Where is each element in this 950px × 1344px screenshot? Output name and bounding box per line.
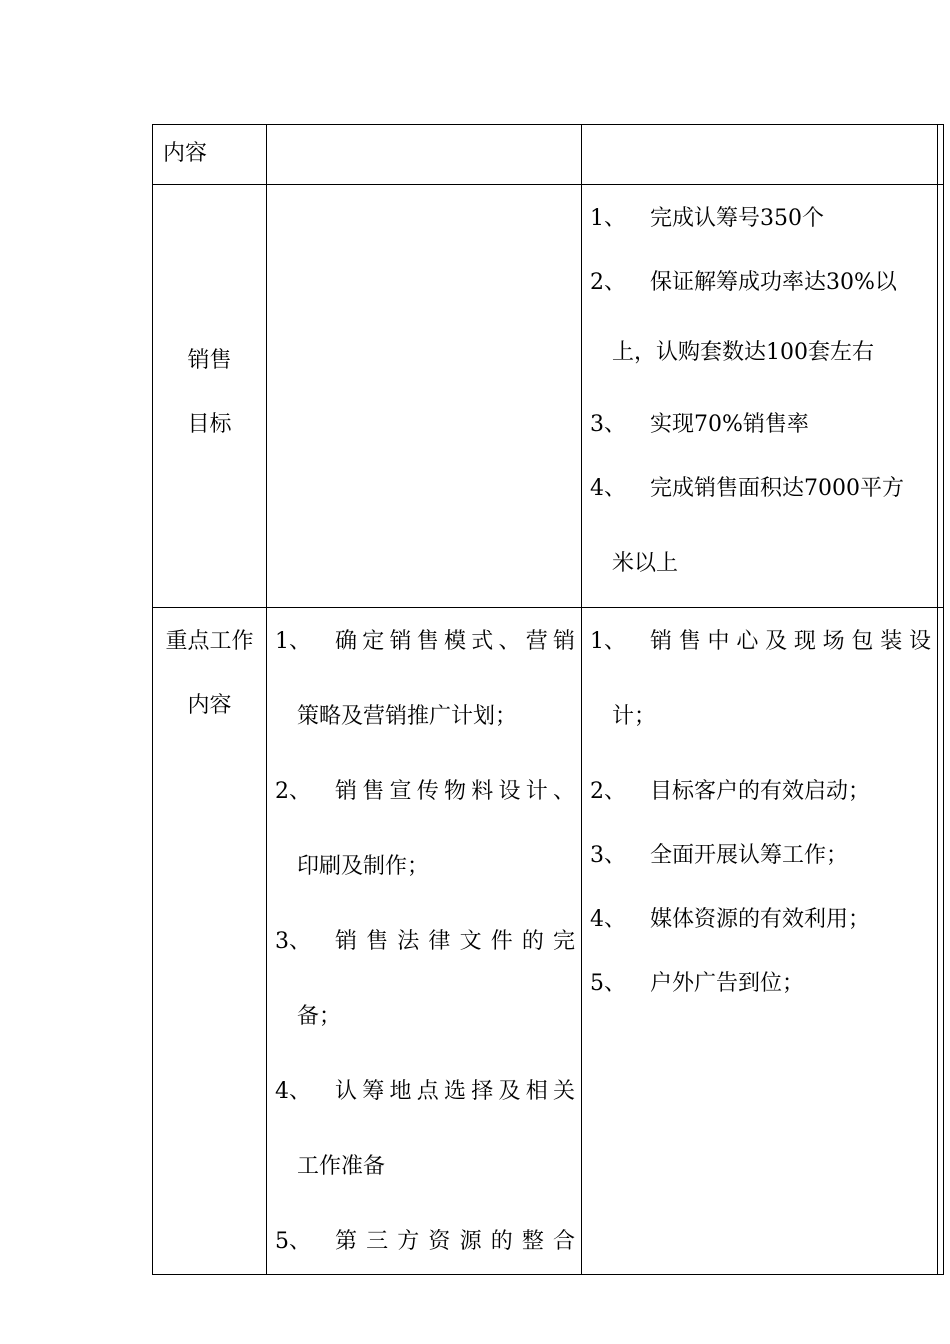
key-work-list-right [582, 608, 937, 1016]
key-work-list-left [267, 608, 581, 1274]
key-work-label [153, 608, 266, 738]
list-item: 4、 认筹地点选择及相关 工作准备 [275, 1079, 575, 1179]
list-item: 3、 全面开展认筹工作； [590, 843, 849, 868]
list-item: 1、 完成认筹号350个 [590, 206, 824, 231]
list-item: 2、 目标客户的有效启动； [590, 779, 871, 804]
key-work-row [153, 608, 944, 1275]
header-cell-content [153, 125, 267, 185]
sales-target-label-cell [153, 185, 267, 608]
key-work-col4 [938, 608, 944, 1275]
key-work-col3 [582, 608, 938, 1275]
sales-target-label [153, 185, 266, 457]
sales-target-list [582, 185, 937, 607]
sales-target-row [153, 185, 944, 608]
list-item: 5、 户外广告到位； [590, 971, 805, 996]
list-item: 3、 实现70%销售率 [590, 412, 809, 437]
list-item: 1、 销售中心及现场包装设 计； [590, 629, 931, 729]
key-work-label-line1: 重点工作 [165, 629, 254, 654]
key-work-label-cell [153, 608, 267, 1275]
header-cell-2 [267, 125, 582, 185]
header-cell-4 [938, 125, 944, 185]
list-item: 4、 媒体资源的有效利用； [590, 907, 871, 932]
header-label: 内容 [163, 141, 208, 166]
list-item: 1、 确定销售模式、营销 策略及营销推广计划； [275, 629, 575, 729]
list-item: 2、 销售宣传物料设计、 印刷及制作； [275, 779, 575, 879]
sales-target-col4 [938, 185, 944, 608]
sales-target-col2 [267, 185, 582, 608]
plan-table [152, 124, 944, 1275]
sales-target-col3 [582, 185, 938, 608]
list-item: 3、 销售法律文件的完 备； [275, 929, 575, 1029]
list-item: 4、 完成销售面积达7000平方 米以上 [590, 476, 904, 576]
list-item: 2、 保证解筹成功率达30%以 上，认购套数达100套左右 [590, 270, 897, 365]
sales-target-label-line2: 目标 [187, 412, 232, 437]
list-item: 5、 第三方资源的整合 [275, 1229, 575, 1254]
header-cell-3 [582, 125, 938, 185]
key-work-label-line2: 内容 [187, 693, 232, 718]
key-work-col2 [267, 608, 582, 1275]
sales-target-label-line1: 销售 [187, 348, 232, 373]
table-header-row [153, 125, 944, 185]
